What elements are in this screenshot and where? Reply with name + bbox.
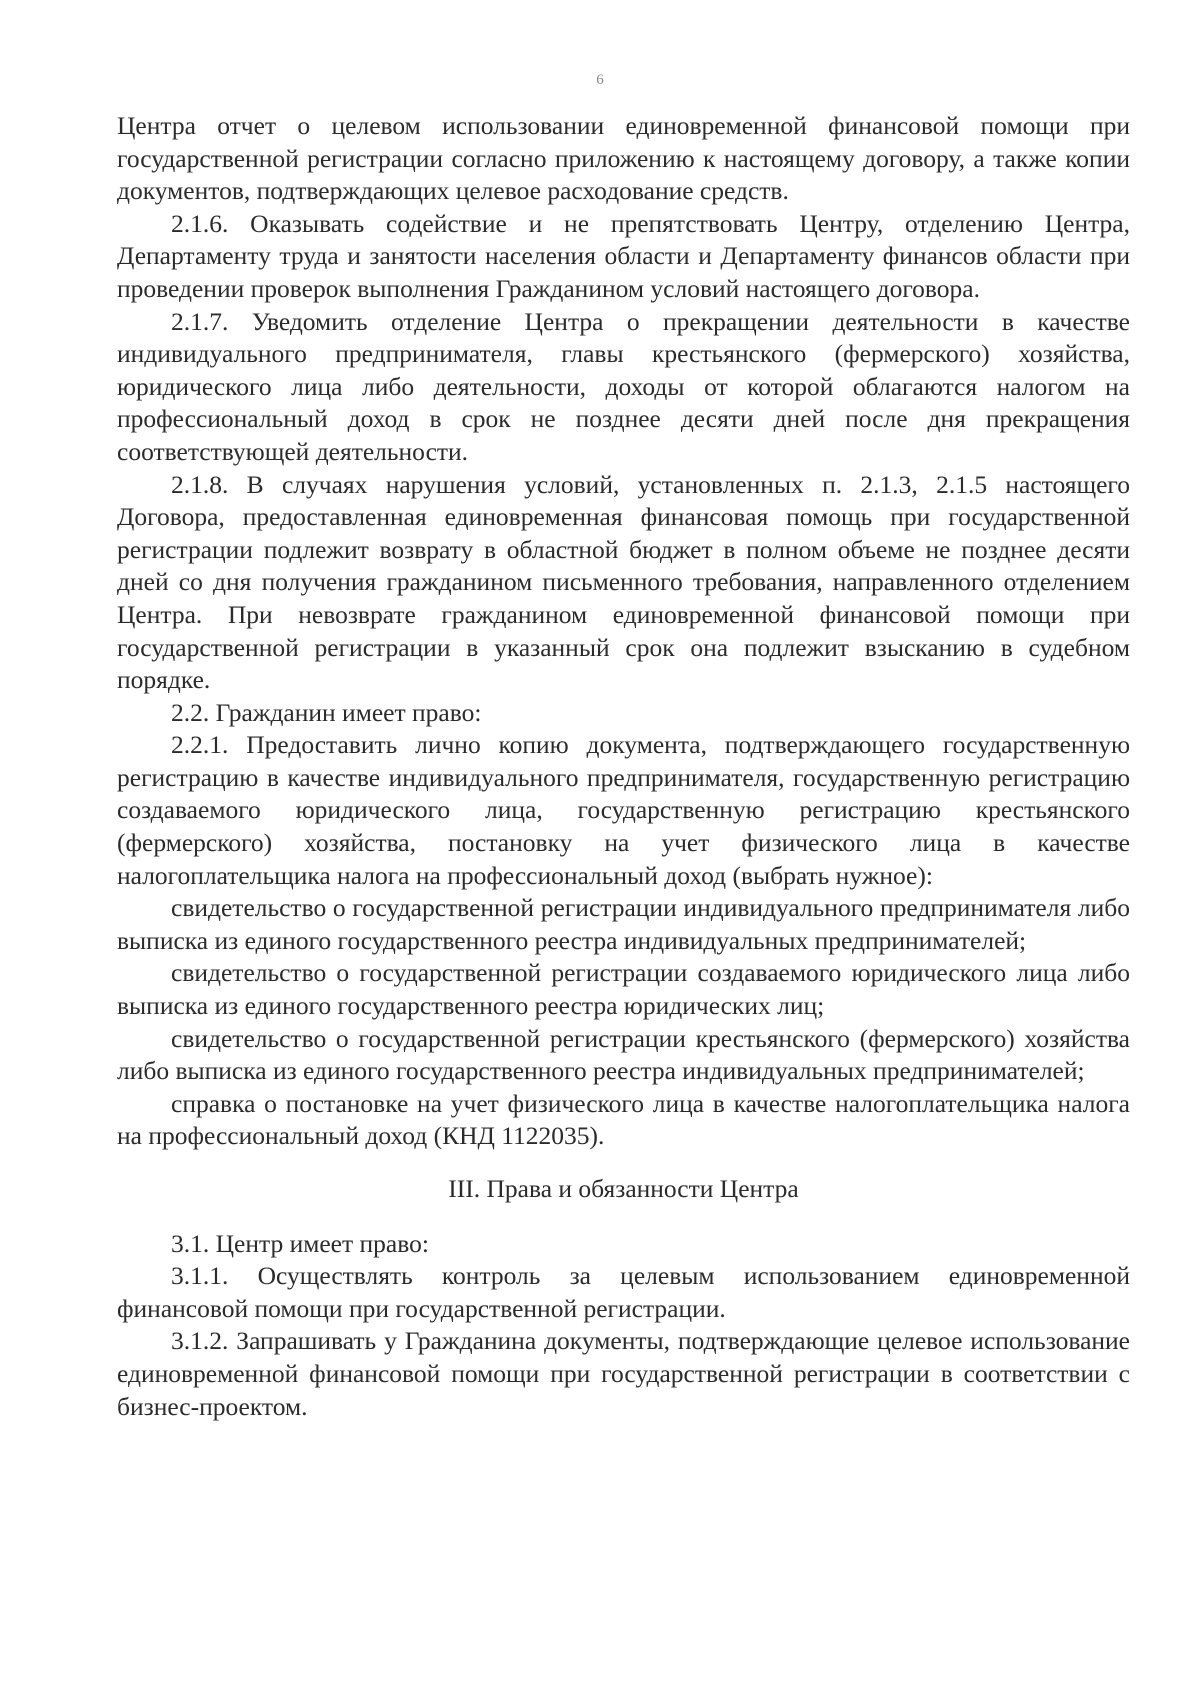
paragraph-2-1-7: 2.1.7. Уведомить отделение Центра о прекращении деятельности в качестве индивидуального предпринимателя, главы крестьянского (фермерского) хозяйства, юридического лица либо деятельности, доходы от которой облагаются налогом на профессиональный доход в срок не позднее десяти дней после дня прекращения соответствующей деятельности. <box>117 306 1130 466</box>
section-heading: III. Права и обязанности Центра <box>448 1174 799 1203</box>
list-item-tax-registration-certificate: справка о постановке на учет физического лица в качестве налогоплательщика налога на профессиональный доход (КНД 1122035). <box>117 1088 1130 1151</box>
paragraph-3-1-2: 3.1.2. Запрашивать у Гражданина документы, подтверждающие целевое использование единовременной финансовой помощи при государственной регистрации в соответствии с бизнес-проектом. <box>117 1326 1130 1421</box>
page-number: 6 <box>596 72 604 88</box>
list-item-farm-certificate: свидетельство о государственной регистрации крестьянского (фермерского) хозяйства либо выписка из единого государственного реестра индивидуальных предпринимателей; <box>117 1023 1130 1086</box>
paragraph-3-1-1: 3.1.1. Осуществлять контроль за целевым использованием единовременной финансовой помощи при государственной регистрации. <box>117 1261 1130 1323</box>
paragraph-2-2: 2.2. Гражданин имеет право: <box>171 697 482 727</box>
list-item-legal-entity-certificate: свидетельство о государственной регистрации создаваемого юридического лица либо выписка из единого государственного реестра юридических лиц; <box>117 958 1130 1021</box>
list-item-ip-certificate: свидетельство о государственной регистрации индивидуального предпринимателя либо выписка из единого государственного реестра индивидуальных предпринимателей; <box>117 893 1130 955</box>
paragraph-centre-report: Центра отчет о целевом использовании единовременной финансовой помощи при государственной регистрации согласно приложению к настоящему договору, а также копии документов, подтверждающих целевое расходование средств. <box>117 111 1130 206</box>
document-body <box>117 110 1130 1423</box>
paragraph-2-1-6: 2.1.6. Оказывать содействие и не препятствовать Центру, отделению Центра, Департаменту труда и занятости населения области и Департаменту финансов области при проведении проверок выполнения Гражданином условий настоящего договора. <box>117 208 1130 303</box>
paragraph-2-1-8: 2.1.8. В случаях нарушения условий, установленных п. 2.1.3, 2.1.5 настоящего Договора, предоставленная единовременная финансовая помощь при государственной регистрации подлежит возврату в областной бюджет в полном объеме не позднее десяти дней со дня получения гражданином письменного требования, направленного отделением Центра. При невозврате гражданином единовременной финансовой помощи при государственной регистрации в указанный срок она подлежит взысканию в судебном порядке. <box>117 469 1130 695</box>
paragraph-3-1: 3.1. Центр имеет право: <box>171 1228 429 1258</box>
paragraph-2-2-1: 2.2.1. Предоставить лично копию документа, подтверждающего государственную регистрацию в качестве индивидуального предпринимателя, государственную регистрацию создаваемого юридического лица, государственную регистрацию крестьянского (фермерского) хозяйства, постановку на учет физического лица в качестве налогоплательщика налога на профессиональный доход (выбрать нужное): <box>117 730 1130 890</box>
